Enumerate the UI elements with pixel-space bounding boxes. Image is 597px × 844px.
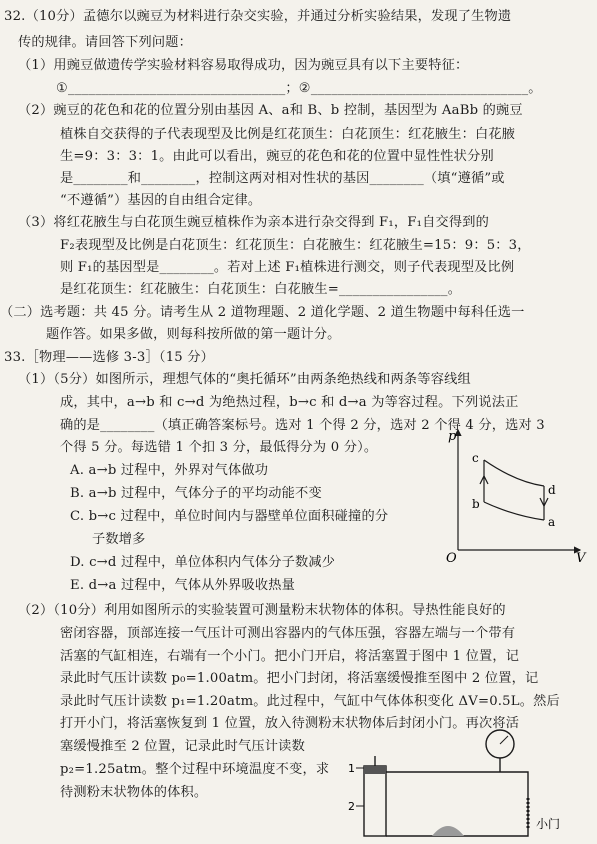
q32-line-1: 32.（10分）孟德尔以豌豆为材料进行杂交实验，并通过分析实验结果，发现了生物遗 bbox=[4, 9, 512, 24]
q32-line-13: 是红花顶生：红花腋生：白花顶生：白花腋生=________________。 bbox=[60, 282, 462, 297]
q32-line-5: （2）豌豆的花色和花的位置分别由基因 A、a和 B、b 控制，基因型为 AaBb 的豌豆 bbox=[18, 103, 523, 118]
adiabat-ab bbox=[484, 502, 544, 520]
q33-part1-line-1: （1）（5分）如图所示，理想气体的“奥托循环”由两条绝热线和两条等容线组 bbox=[18, 372, 471, 387]
powder-sample bbox=[432, 826, 464, 836]
q33-part1-line-3: 确的是________（填正确答案标号。选对 1 个得 2 分，选对 2 个得 4 分，选对 3 bbox=[60, 418, 545, 433]
q32-line-8: 是________和________，控制这两对相对性状的基因________（填“遵循”或 bbox=[60, 171, 505, 186]
container bbox=[386, 772, 528, 836]
q32-line-4: ①________________________________；②________________________________。 bbox=[56, 81, 542, 96]
cylinder bbox=[364, 766, 386, 836]
q33-part1-line-2: 成，其中，a→b 和 c→d 为绝热过程，b→c 和 d→a 为等容过程。下列说法正 bbox=[60, 395, 519, 410]
q33-part2-line-3: 活塞的气缸相连，右端有一个小门。把小门开启，将活塞置于图中 1 位置，记 bbox=[60, 649, 520, 664]
option-e: E. d→a 过程中，气体从外界吸收热量 bbox=[70, 578, 295, 593]
q32-line-11: F₂表现型及比例是白花顶生：红花顶生：白花腋生：红花腋生=15：9：5：3， bbox=[60, 238, 531, 253]
q32-line-6: 植株自交获得的子代表现型及比例是红花顶生：白花顶生：红花腋生：白花腋 bbox=[60, 127, 516, 142]
v-axis-label: V bbox=[576, 551, 586, 562]
q33-part2-line-8: p₂=1.25atm。整个过程中环境温度不变，求 bbox=[60, 762, 330, 777]
point-d-label: d bbox=[548, 483, 556, 497]
option-a: A. a→b 过程中，外界对气体做功 bbox=[70, 463, 269, 478]
pv-diagram bbox=[440, 422, 590, 562]
point-a-label: a bbox=[548, 515, 556, 529]
q33-part2-line-9: 待测粉末状物体的体积。 bbox=[60, 785, 208, 800]
q33-part2-line-6: 打开小门，将活塞恢复到 1 位置，放入待测粉末状物体后封闭小门。再次将活 bbox=[60, 716, 520, 731]
option-c-continued: 子数增多 bbox=[92, 532, 146, 547]
q33-part1-line-4: 个得 5 分。每选错 1 个扣 3 分，最低得分为 0 分）。 bbox=[60, 440, 378, 455]
adiabat-cd bbox=[484, 460, 544, 486]
point-c-label: c bbox=[472, 451, 479, 465]
position-2-label: 2 bbox=[348, 800, 355, 813]
gauge-needle bbox=[500, 736, 508, 744]
q33-part2-line-5: 录此时气压计读数 p₁=1.20atm。此过程中，气缸中气体体积变化 ΔV=0.5L。然后 bbox=[60, 694, 560, 709]
optional-section-line-1: （二）选考题：共 45 分。请考生从 2 道物理题、2 道化学题、2 道生物题中每科任选一 bbox=[0, 305, 525, 320]
apparatus-diagram bbox=[340, 728, 590, 844]
option-b: B. a→b 过程中，气体分子的平均动能不变 bbox=[70, 486, 322, 501]
q32-line-10: （3）将红花腋生与白花顶生豌豆植株作为亲本进行杂交得到 F₁，F₁自交得到的 bbox=[18, 215, 490, 230]
q32-line-9: “不遵循”）基因的自由组合定律。 bbox=[60, 193, 262, 208]
q32-line-2: 传的规律。请回答下列问题： bbox=[18, 35, 193, 50]
origin-label: O bbox=[446, 551, 457, 562]
piston bbox=[364, 766, 386, 774]
point-b-label: b bbox=[472, 497, 480, 511]
p-axis-label: p bbox=[448, 429, 457, 444]
q32-line-7: 生=9：3：3：1。由此可以看出，豌豆的花色和花的位置中显性性状分别 bbox=[60, 149, 494, 164]
optional-section-line-2: 题作答。如果多做，则每科按所做的第一题计分。 bbox=[46, 327, 341, 342]
door-label: 小门 bbox=[536, 817, 561, 831]
q33-title: 33.［物理——选修 3-3］（15 分） bbox=[4, 350, 215, 365]
q32-line-12: 则 F₁的基因型是________。若对上述 F₁植株进行测交，则子代表现型及比例 bbox=[60, 260, 515, 275]
option-d: D. c→d 过程中，单位体积内气体分子数减少 bbox=[70, 555, 336, 570]
option-c: C. b→c 过程中，单位时间内与器壁单位面积碰撞的分 bbox=[70, 509, 389, 524]
position-1-label: 1 bbox=[348, 762, 355, 775]
q32-line-3: （1）用豌豆做遗传学实验材料容易取得成功，因为豌豆具有以下主要特征： bbox=[18, 58, 469, 73]
q33-part2-line-1: （2）（10分）利用如图所示的实验装置可测量粉末状物体的体积。导热性能良好的 bbox=[18, 603, 506, 618]
q33-part2-line-4: 录此时气压计读数 p₀=1.00atm。把小门封闭，将活塞缓慢推至图中 2 位置，记 bbox=[60, 671, 539, 686]
q33-part2-line-7: 塞缓慢推至 2 位置，记录此时气压计读数 bbox=[60, 739, 305, 754]
q33-part2-line-2: 密闭容器，顶部连接一气压计可测出容器内的气体压强，容器左端与一个带有 bbox=[60, 626, 516, 641]
